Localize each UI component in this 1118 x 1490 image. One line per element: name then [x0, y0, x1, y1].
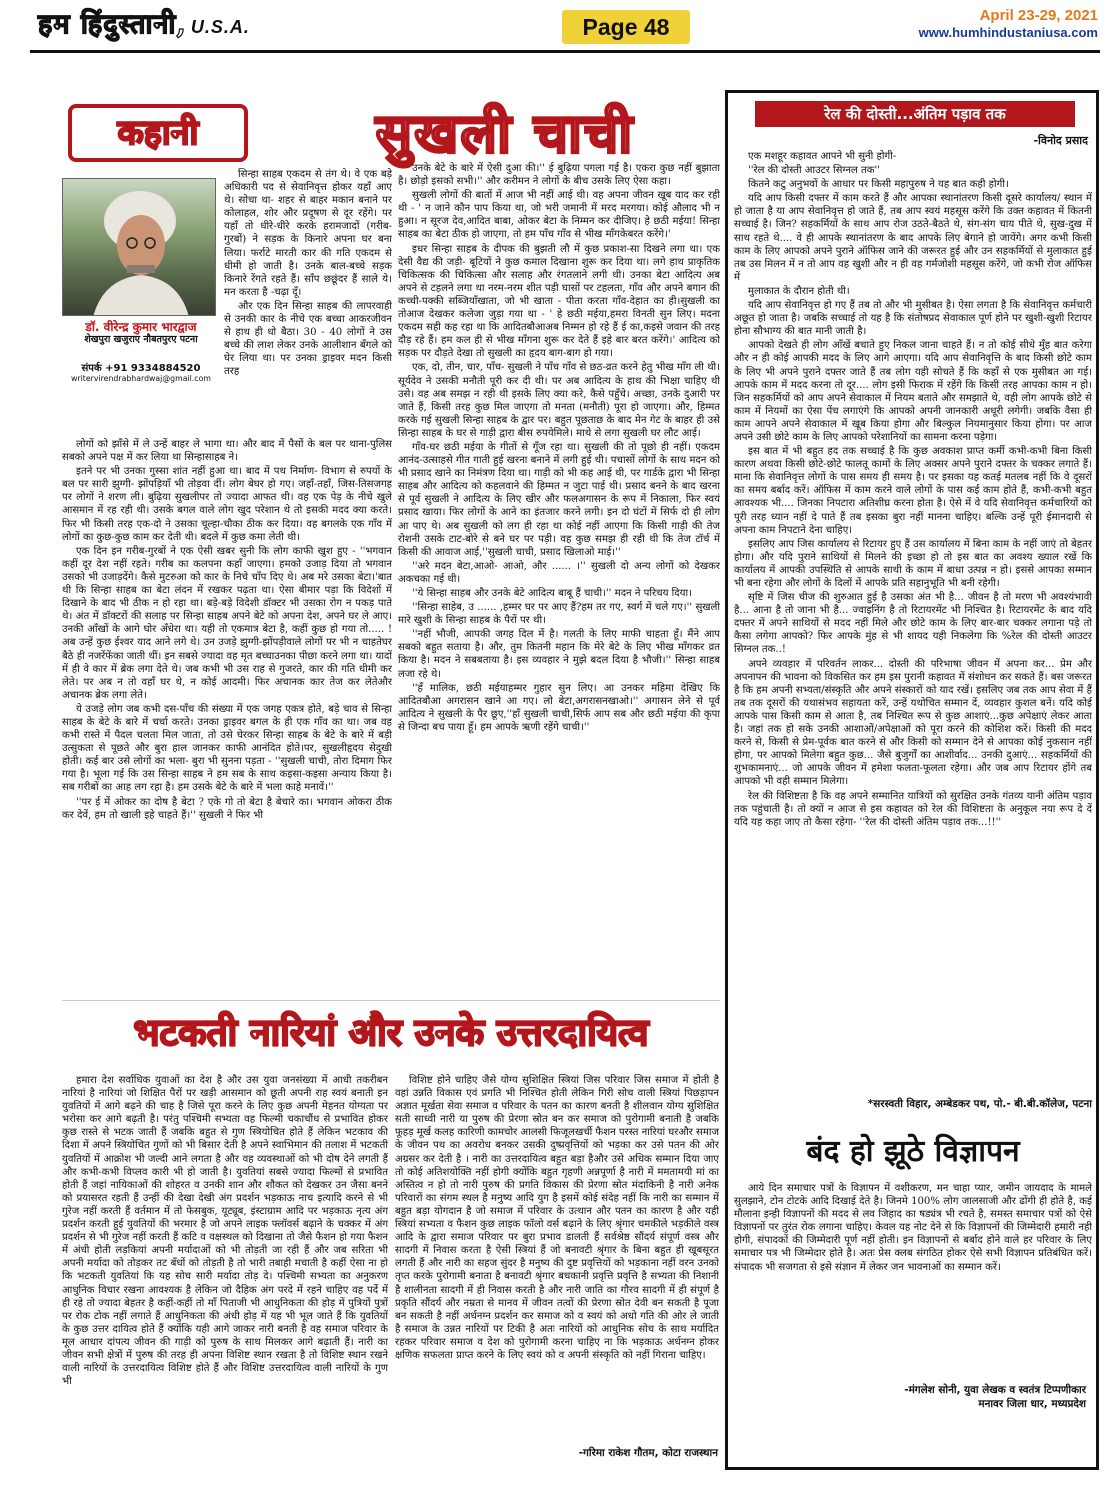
paragraph: सुखली लोगों की बातों में आज भी नहीं आई थी। वह अपना जीवन खूब याद कर रही थी - ' न जाने कौन पाप किया था, जो भरी जमानी में मरद मरगया। कोई औलाद भी न हुआ। न सूरज देव,आदित बाबा, ओकर बेटा के निम्मन कर दीजिए। हे छठी मईया! सिन्हा साहब का बेटा ठीक हो जाएगा, तो हम पाँच गाँव से भीख माँगकेबरत करेंगे।'	[398, 190, 720, 241]
paragraph: ''ये सिन्हा साहब और उनके बेटे आदित्य बाबू हैं चाची।'' मदन ने परिचय दिया।	[412, 588, 692, 599]
paragraph: विशिष्ट होने चाहिए जैसे योग्य सुशिक्षित स्त्रियां जिस परिवार जिस समाज में होती है वहां उन्नति विकास एवं प्रगति भी निश्चित होती लेकिन गिरी सोच वाली स्त्रियां पिछड़ापन अज्ञात मूर्खता सेवा समाज व परिवार के पतन का कारण बनती है शीलवान योग्य सुशिक्षित सती साध्वी नारी या पुरुष की प्रेरणा स्रोत बन कर समाज को पुरोगामी बनाती है जबकि फूहड़ मूर्ख कलह कारिणी कामचोर आलसी फिजूलखर्ची फैशन परस्त नारियां घरऔर समाज के जीवन पथ का अवरोध बनकर उसकी दुष्प्रवृत्तियों को भड़का कर उसे पतन की ओर अग्रसर कर देती है । नारी का उत्तरदायित्व बहुत बड़ा हैऔर उसे अधिक सम्मान दिया जाए तो कोई अतिशयोक्ति नहीं होगी क्योंकि बहुत गृहणी अन्नपूर्णा है नारी में ममतामयी मां का अस्तित्व न हो तो नारी पुरुष की प्रगति विकास की प्रेरणा स्रोत मंदाकिनी है नारी अनेक परिवारों का संगम स्थल है मनुष्य आदि युग है इसमें कोई संदेह नहीं कि नारी का सम्मान में बहुत बड़ा योगदान है जो समाज में परिवार के उत्थान और पतन का कारण है और यही स्त्रियां सभ्यता व फैशन कुछ लाइक फॉलो वर्स बढ़ाने के लिए श्रृंगार चमकीले भड़कीले वस्त्र आदि के द्वारा समाज परिवार पर बुरा प्रभाव डालती हैं सर्वश्रेष्ठ सौंदर्य संपूर्ण वस्त्र और सादगी में निवास करता है ऐसी स्त्रियां हैं जो बनावटी श्रृंगार के बिना बहुत ही खूबसूरत लगती हैं और नारी का सहज सुंदर है मनुष्य की दुष्ट प्रवृत्तियों को भड़काना नहीं वरन उनको तृप्त करके पुरोगामी बनाता है बनावटी श्रृंगार बचकानी प्रवृत्ति प्रवृत्ति है सभ्यता की निशानी है शालीनता सादगी में ही निवास करती है और नारी जाति का गौरव सादगी में ही संपूर्ण है प्रकृति सौंदर्य और नम्रता से मानव में जीवन तत्वों की प्रेरणा स्रोत देवी बन सकती है पूजा बन सकती है नहीं अर्धनग्न प्रदर्शन कर समाज को व स्वयं को अधो गति की ओर ले जाती है समाज के उन्नत नारियों पर टिकी है अतः नारियों को आधुनिक सोच के साथ मर्यादित रहकर परिवार समाज व देश को पुरोगामी करना चाहिए ना कि भड़काऊ अर्धनग्न होकर क्षणिक सफलता प्राप्त करने के लिए स्वयं को व अपनी संस्कृति को नहीं गिराना चाहिए।	[395, 1075, 719, 1361]
paragraph: सिन्हा साहब एकदम से तंग थे। वे एक बड़े अधिकारी पद से सेवानिवृत्त होकर यहाँ आए थे। सोचा था- शहर से बाहर मकान बनाने पर कोलाहल, शोर और प्रदूषण से दूर रहेंगे। पर यहाँ तो धीरे-धीरे करके हरामजादों (गरीब-गुरबों) ने सड़क के किनारे अपना घर बना लिया। फर्राटे मारती कार की गति एकदम से धीमी हो जाती है। उनके बाल-बच्चे सड़क किनारे रेंगते रहते हैं। साँप छछूंदर हैं साले ये। मन करता है -चढ़ा दूँ।	[224, 169, 392, 298]
paragraph: एक दिन इन गरीब-गुरबों ने एक ऐसी खबर सुनी कि लोग काफी खुश हुए - ''भगवान कहीं दूर देश नहीं रहते। गरीब का कलपना कहाँ जाएगा। हमको उजाड़ दिया तो भगवान उसको भी उजाड़देंगे। कैसे मुटरुआ को कार के निचे चाँप दिए थे। अब मरे उसका बेटा।'बात थी कि सिन्हा साहब का बेटा लंदन में रखकर पढ़ता था। ऐसा बीमार पड़ा कि विदेशों में दिखाने के बाद भी ठीक न हो रहा था। बड़े-बड़े विदेशी डॉक्टर भी उसका रोग न पकड़ पाते थे। अंत में डॉक्टरों की सलाह पर सिन्हा साहब अपने बेटे को अपना देश, अपने घर ले आए। उनकी आँखों के आगे घोर अँधेरा था। यही तो एकमात्र बेटा है, कहीं कुछ हो गया तो..... ! अब उन्हें कुछ ईश्वर याद आने लगे थे। उन उजड़े झुग्गी-झोंपड़ीवाले लोगों पर भी न चाहतेघर बैठे ही नजरेंफेंका जाती थीं। इन सबसे ज्यादा वह मृत बच्चाउनका पीछा करने लगा था। यादों में ही वे कार में ब्रेक लगा देते थे। जब कभी भी उस राह से गुजरते, कार की गति धीमी कर लेते। पर अब न तो वहाँ घर थे, न कोई आदमी। फिर अचानक कार तेज कर लेतेऔर अचानक ब्रेक लगा लेते।	[62, 545, 392, 701]
paragraph: इतने पर भी उनका गुस्सा शांत नहीं हुआ था। बाद में पथ निर्माण- विभाग से रुपयों के बल पर सारी झुग्गी- झोंपड़ियाँ भी तोड़वा दीं। लोग बेघर हो गए। जहाँ-तहाँ, जिस-तिसजगह पर लोगों ने शरण ली। बुढ़िया सुखलीपर तो ज्यादा आफत थी। वह एक पेड़ के नीचे खुले आसमान में रह रही थी। उसके बगल वाले लोग खुद परेशान थे तो इसकी मदद क्या करते। फिर भी किसी तरह एक-दो ने उसका चूल्हा-चौका ठीक कर दिया। वह बगलके एक गाँव में लोगों का कुछ-कुछ काम कर देती थी। बदले में कुछ कमा लेती थी।	[62, 466, 392, 543]
paragraph: इधर सिन्हा साहब के दीपक की बुझती लौ में कुछ प्रकाश-सा दिखने लगा था। एक देसी वैद्य की जड़ी- बूटियों ने कुछ कमाल दिखाना शुरू कर दिया था। लगे हाथ प्राकृतिक चिकित्सक की चिकित्सा और सलाह और रंगतलाने लगी थी। उनका बेटा आदित्य अब अपने से टहलने लगा था नरम-नरम शीत पड़ी घासों पर टहलता, गाँव और अपने बगान की कच्ची-पक्की सब्जियाँखाता, जो भी खाता - पीता करता गाँव-देहात का ही।सुखली का तोआज देखकर कलेजा जुड़ा गया था - ' हे छठी मईया,हमरा विनती सुन लिए। मदना एकदम सही कह रहा था कि आदितबौआअब निम्मन हो रहे हैं ई का,कइसे जवान की तरह दौड़ रहे हैं। हम कल ही से भीख माँगना शुरू कर देते हैं इहे बार बरत करेंगे।' आदित्य को सड़क पर दौड़ते देखा तो सुखली का हृदय बाग-बाग हो गया।	[398, 243, 720, 360]
paragraph: आपको देखते ही लोग आँखें बचाते हुए निकल जाना चाहते हैं। न तो कोई सीधे मुँह बात करेगा और न ही कोई आपकी मदद के लिए आगे आएगा। यदि आप सेवानिवृत्ति के बाद किसी छोटे काम के लिए भी अपने पुराने दफ्तर जाते हैं तब लोग यही सोचते हैं कि कहाँ से एक मुसीबत आ गई। आपके काम में मदद करना तो दूर.... लोग इसी फिराक में रहेंगे कि किसी तरह आपका काम न हो। जिन सहकर्मियों को आप अपने सेवाकाल में नियम बताते और समझाते थे, वही लोग आपके छोटे से काम में नियमों का ऐसा पेंच लगाएंगे कि आपको अपनी जानकारी अधूरी लगेगी। जबकि वैसा ही काम आपने अपने सेवाकाल में खूब किया होगा और बिल्कुल नियमानुसार किया होगा। पर आज अपने उसी छोटे काम के लिए आपको परेशानियों का सामना करना पड़ेगा।	[734, 340, 1092, 443]
paragraph: एक, दो, तीन, चार, पाँच- सुखली ने पाँच गाँव से छठ-व्रत करने हेतु भीख माँग ली थी। सूर्यदेव ने उसकी मनौती पूरी कर दी थी। पर अब आदित्य के हाथ की भिक्षा चाहिए थी उसे। वह अब समझ न रही थी इसके लिए क्या करे, कैसे पहुँचे। अच्छा, उनके दुआरी पर जाते हैं, किसी तरह कुछ मिल जाएगा तो मनता (मनौती) पूरा हो जाएगा। और, हिम्मत करके गई सुखली सिन्हा साहब के द्वार पर। बहुत पूछताछ के बाद मेन गेट के बाहर ही उसे सिन्हा साहब के घर से गाड़ी द्वारा बीस रुपयेमिले। माथे से लगा सुखली घर लौट आई।	[398, 362, 720, 439]
side-article-author: -विनोद प्रसाद	[1033, 134, 1088, 147]
paragraph: ''नहीं भौजी, आपकी जगह दिल में है। गलती के लिए माफी चाहता हूँ। मैंने आप सबको बहुत सताया है। और, तुम कितनी महान कि मेरे बेटे के लिए भीख माँगकर व्रत किया है। मदन ने सबबताया है। इस व्यवहार ने मुझे बदल दिया है भौजी।'' सिन्हा साहब लजा रहे थे।	[398, 629, 720, 680]
side-article-title: रेल की दोस्ती...अंतिम पड़ाव तक	[755, 101, 1075, 127]
page-number-badge: Page 48	[562, 10, 690, 44]
article-text	[395, 1074, 719, 1362]
paragraph: मुलाकात के दौरान होती थी।	[748, 285, 850, 297]
ad-article-signature	[734, 1384, 1086, 1411]
paragraph: कितने कटु अनुभवों के आधार पर किसी महापुरुष ने यह बात कही होगी।	[748, 179, 1009, 191]
article-text	[62, 1074, 388, 1388]
article-signature: -गरिमा राकेश गौतम, कोटा राजस्थान	[578, 1447, 718, 1459]
paragraph: इसलिए आप जिस कार्यालय से रिटायर हुए हैं उस कार्यालय में बिना काम के नहीं जाएं तो बेहतर होगा। और यदि पुराने साथियों से मिलने की इच्छा हो तो इस बात का अवश्य ख्याल रखें कि कार्यालय में आपकी उपस्थिति से आपके साथी के काम में बाधा उत्पन्न न हो। इससे आपका सम्मान भी बना रहेगा और लोगों के दिलों में आपके प्रति सहानुभूति भी बनी रहेगी।	[734, 538, 1092, 589]
story-column-wrap	[224, 168, 392, 436]
masthead-sub: U.S.A.	[190, 17, 250, 37]
masthead-title	[38, 4, 338, 44]
paragraph: एक मशहूर कहावत आपने भी सुनी होगी-	[748, 151, 897, 162]
ad-text	[734, 1182, 1092, 1274]
story-title: सुखली चाची	[375, 101, 635, 165]
paragraph: -मंगलेश सोनी, युवा लेखक व स्वतंत्र टिप्पणीकार	[904, 1384, 1086, 1396]
author-photo	[62, 178, 216, 316]
story-text	[224, 168, 392, 379]
paragraph: ये उजड़े लोग जब कभी दस-पाँच की संख्या में एक जगह एकत्र होते, बड़े चाव से सिन्हा साहब के बेटे के बारे में चर्चा करते। उनका ड्राइवर बगल के ही एक गाँव का था। जब वह कभी रास्ते में पैदल चलता मिल जाता, तो उसे घेरकर सिन्हा साहब के बेटे के बारे में बड़ी उत्सुकता से पूछते और बुरा हाल जानकर काफी आनंदित होते।पर, सुखलीहृदय सेदुखी होती। कई बार उसे लोगों का भला- बुरा भी सुनना पड़ता - ''सुखली चाची, तोरा दिमाग फिर गया है। भूला गई कि उस सिन्हा साहब ने हम सब के साथ कइसा-कइसा अन्याय किया है। सब गरीबों का आह लग रहा है। हम उसके बेटे के बारे में भला काहे मनावें।''	[62, 703, 392, 794]
side-article-signature: *सरस्वती विहार, अम्बेडकर पथ, पो.- बी.बी.कॉलेज, पटना	[867, 1098, 1092, 1110]
paragraph: हमारा देश सर्वाधिक युवाओं का देश है और उस युवा जनसंख्या में आधी तकरीबन नारियां है नारियां जो शिक्षित पैरों पर खड़ी आसमान को छूती अपनी राह स्वयं बनाती इन युवतियों में आगे बढ़ने की चाह है जिसे पूरा करने के लिए कुछ अपनी मेहनत योग्यता पर भरोसा कर आगे बढ़ती है। परंतु पश्चिमी सभ्यता वह फिल्मी चकाचौंध से प्रभावित होकर कुछ रास्ते से भटक जाती हैं जबकि बहुत से गुण स्त्रियोचित होते हैं लेकिन भटकाव की दिशा में अपने स्त्रियोचित गुणों को भी बिसार देती है अपने स्वाभिमान की तलाश में भटकती युवतियों में आक्रोश भी जल्दी आने लगता है और वह व्यवस्थाओं को भी दोष देने लगती हैं और कभी-कभी विप्लव कारी भी हो जाती है। युवतियां सबसे ज्यादा फिल्मों से प्रभावित होती हैं जहां नायिकाओं की शोहरत व उनकी शान और शौकत को देखकर उन जैसा बनने को प्रयासरत रहती हैं उन्हीं की देखा देखी अंग प्रदर्शन भड़काऊ नाच इत्यादि करने से भी गुरेज नहीं करती हैं वर्तमान में तो फेसबुक, यूट्यूब, इंस्टाग्राम आदि पर भड़काऊ नृत्य अंग प्रदर्शन करती हुई युवतियों की भरमार है जो अपने लाइक फ्लॉवर्स बढ़ाने के चक्कर में अंग प्रदर्शन से भी गुरेज नहीं करती हैं कटि व वक्षस्थल को दिखाना तो जैसे फैशन हो गया फैशन में अंधी होती लड़कियां अपनी मर्यादाओं को भी तोड़ती जा रही हैं और जब सरिता भी अपनी मर्यादा को तोड़कर तट बँधों को तोड़ती है तो भारी तबाही मचाती है कहीं ऐसा ना हो कि भटकती युवतियां कि यह सोच सारी मर्यादा तोड़ दे। पश्चिमी सभ्यता का अनुकरण आधुनिक विचार रखना आवश्यक है लेकिन जो दैहिक अंग परदे में रहने चाहिए वह पर्दे में ही रहे तो ज्यादा बेहतर है कहीं-कहीं तो माँ पिताजी भी आधुनिकता की होड़ में पुत्रियों पुत्रों पर रोक टोक नहीं लगाते हैं आधुनिकता की अंधी होड़ में यह भी भूल जाते हैं कि युवतियों के कुछ उत्तर दायित्व होते हैं क्योंकि यही आगे जाकर नारी बनती है वह समाज परिवार के मूल आधार दांपत्य जीवन की गाड़ी को पुरुष के साथ मिलकर आगे बढ़ाती हैं। नारी का जीवन सभी क्षेत्रों में पुरुष की तरह ही अपना विशिष्ट स्थान रखता है तो विशिष्ट स्थान रखने वाली नारियों के उत्तरदायित्व विशिष्ट होते हैं और विशिष्ट उत्तरदायित्व वाली नारियों के गुण भी	[62, 1075, 388, 1388]
author-name: डॉ. वीरेन्द्र कुमार भारद्वाज	[85, 320, 197, 334]
paragraph: इस बात में भी बहुत हद तक सच्चाई है कि कुछ अवकाश प्राप्त कर्मी कभी-कभी बिना किसी कारण अथवा किसी छोटे-छोटे फालतू कामों के लिए अक्सर अपने पुराने दफ्तर के चक्कर लगाते हैं। माना कि सेवानिवृत्त लोगों के पास समय ही समय है। पर इसका यह कतई मतलब नहीं कि वे दूसरों का समय बर्बाद करें। ऑफिस में काम करने वाले लोगों के पास कई काम होते हैं, कभी-कभी बहुत आवश्यक भी.... जिनका निपटारा अतिशीघ्र करना होता है। ऐसे में वे यदि सेवानिवृत्त कर्मचारियों को पूरी तरह ध्यान नहीं दे पाते हैं तब इसका बुरा नहीं मानना चाहिए। बल्कि उन्हें पूरी ईमानदारी से अपना काम निपटाने देना चाहिए।	[734, 446, 1092, 536]
author-location: शेखपुरा खजुराए नौबतपुरए पटना	[84, 334, 198, 345]
paragraph: यदि आप किसी दफ्तर में काम करते हैं और आपका स्थानांतरण किसी दूसरे कार्यालय/ स्थान में हो जाता है या आप सेवानिवृत्त हो जाते हैं, तब आप स्वयं महसूस करेंगे कि उक्त कहावत में कितनी सच्चाई है। जिन? सहकर्मियों के साथ आप रोज उठते-बैठते थे, संग-संग चाय पीते थे, सुख-दुख में साथ रहते थे.... वे ही आपके स्थानांतरण के बाद आपके लिए बेगाने हो जायेंगे। अगर कभी किसी काम के लिए आपको अपने पुराने ऑफिस जाने की जरूरत हुई और उन सहकर्मियों से मुलाकात हुई तब उस मिलन में न तो आप वह खुशी और न ही वह गर्मजोशी महसूस करेंगे, जो कभी रोज ऑफिस में	[734, 193, 1092, 283]
story-column-1	[62, 438, 392, 986]
ad-article-body	[734, 1182, 1092, 1382]
ad-article-title: बंद हो झूठे विज्ञापन	[806, 1134, 1020, 1169]
paragraph: रेल की विशिष्टता है कि वह अपने सम्मानित यात्रियों को सुरक्षित उनके गंतव्य यानी अंतिम पड़ाव तक पहुंचाती है। तो क्यों न आज से इस कहावत को रेल की विशिष्टता के अनुकूल नया रूप दे दें यदि यह कहा जाए तो कैसा रहेगा- ''रेल की दोस्ती अंतिम पड़ाव तक...!!''	[734, 790, 1092, 828]
article-column-1	[62, 1074, 388, 1470]
paragraph: सृष्टि में जिस चीज की शुरुआत हुई है उसका अंत भी है... जीवन है तो मरण भी अवश्यंभावी है... आना है तो जाना भी है... ज्वाइनिंग है तो रिटायरमेंट भी निश्चित है। रिटायरमेंट के बाद यदि दफ्तर में अपने साथियों से मदद नहीं मिले और छोटे काम के लिए बार-बार चक्कर लगाना पड़े तो कैसा लगेगा आपको? फिर आपके मुंह से भी शायद यही निकलेगा कि %रेल की दोस्ती आउटर सिग्नल तक..!	[734, 592, 1092, 656]
masthead-name: हम हिंदुस्तानी,	[38, 9, 187, 40]
author-email[interactable]: writervirendrabhardwaj@gmail.com	[71, 374, 211, 383]
paragraph: यदि आप सेवानिवृत्त हो गए हैं तब तो और भी मुसीबत है। ऐसा लगता है कि सेवानिवृत्त कर्मचारी अछूत हो जाता है। जबकि सच्चाई तो यह है कि संतोषप्रद सेवाकाल पूर्ण होने पर खुशी-खुशी रिटायर होना सौभाग्य की बात मानी जाती है।	[734, 300, 1092, 338]
article-column-2	[395, 1074, 719, 1442]
article-title: भटकती नारियां और उनके उत्तरदायित्व	[62, 1000, 720, 1062]
ad-signature-text	[734, 1384, 1086, 1411]
paragraph: ''पर ई में ओकर का दोष है बेटा ? एके गो तो बेटा है बेचारे का। भगवान ओकरा ठीक कर देवें, हम तो खाली इहे चाहते हैं।'' सुखली ने फिर भी	[62, 796, 392, 821]
paragraph: ''सिन्हा साहेब, उ ...... ,हम्मर घर पर आए हैं?हम तर गए, स्वर्ग में चले गए।'' सुखली मारे खुशी के सिन्हा साहब के पैरों पर थी।	[398, 602, 720, 627]
header-divider	[30, 50, 1100, 53]
story-section-label: कहानी	[68, 104, 248, 162]
paragraph: उनके बेटे के बारे में ऐसी दुआ की।'' ई बुढ़िया पगला गई है। एकरा कुछ नहीं बुझाता है। छोड़ो इसको सभी।'' और करीमन ने लोगों के बीच उसके लिए ऐसा कहा।	[398, 163, 720, 188]
paragraph: ''अरे मदन बेटा,आओ- आओ, और ...... ।'' सुखली दो अन्य लोगों को देखकर अकचका गई थी।	[398, 560, 720, 585]
story-column-2	[398, 162, 720, 986]
side-article-body	[734, 150, 1092, 1096]
paragraph: और एक दिन सिन्हा साहब की लापरवाही से उनकी कार के नीचे एक बच्चा आकरजीवन से हाथ ही धो बैठा। 30 - 40 लोगों ने उस बच्चे की लाश लेकर उनके आलीशान बँगले को घेर लिया था। पर उनका ड्राइवर मदन किसी तरह	[224, 300, 392, 378]
paragraph: गाँव-घर छठी मईया के गीतों से गूँज रहा था। सुखली की तो पूछो ही नहीं। एकदम आनंद-उत्साहसे गीत गाती हुई खरना बनाने में लगी हुई थी। पचासों लोगों के साथ मदन को भी प्रसाद खाने का निमंत्रण दिया था। गाड़ी को भी कह आई थी, पर गार्डके द्वारा भी सिन्हा साहब और आदित्य को कहलवाने की हिम्मत न जुटा पाई थी। प्रसाद बनने के बाद खरना से पूर्व सुखली ने आदित्य के लिए खीर और फलअगासन के रूप में निकाला, फिर स्वयं प्रसाद खाया। फिर लोगों के आने का इंतजार करने लगी। इन दो घंटों में सिर्फ दो ही लोग आ पाए थे। अब सुखली को लग ही रहा था कोई नहीं आएगा कि किसी गाड़ी की तेज रोशनी उसके टाट-बोरे से बने घर पर पड़ी। वह कुछ समझ ही रही थी कि तेज टॉर्च में किसी की आवाज आई,''सुखली चाची, प्रसाद खिलाओ माई।''	[398, 441, 720, 558]
side-text	[734, 150, 1092, 829]
paragraph: लोगों को झाँसे में ले उन्हें बाहर ले भागा था। और बाद में पैसों के बल पर थाना-पुलिस सबको अपने पक्ष में कर लिया था सिन्हासाहब ने।	[62, 439, 392, 464]
story-text	[62, 438, 392, 822]
author-contact: संपर्क +91 9334884520	[81, 363, 201, 374]
paragraph: ''रेल की दोस्ती आउटर सिग्नल तक''	[748, 165, 881, 177]
issue-date: April 23-29, 2021	[979, 7, 1098, 24]
story-text	[398, 162, 720, 734]
website-link[interactable]: www.humhindustaniusa.com	[918, 25, 1098, 40]
paragraph: आये दिन समाचार पत्रों के विज्ञापन में वशीकरण, मन चाहा प्यार, जमीन जायदाद के मामले सुलझाने, टोन टोटके आदि दिखाई देते है। जिनमे 100% लोग जालसाजी और ढोंगी ही होते है, कई मौलाना इन्ही विज्ञापनों की मदद से लव जिहाद का षड्यंत्र भी रचते है, समस्त समाचार पत्रों को ऐसे विज्ञापनों पर तुरंत रोक लगाना चाहिए। केवल यह नोट देने से कि विज्ञापनों की जिम्मेदारी हमारी नही होगी, संपादकों की जिम्मेदारी पूर्ण नहीं होती। इन विज्ञापनों से बर्बाद होने वाले हर परिवार के लिए समाचार पत्र भी जिम्मेदार होते है। अतः प्रेस क्लब संगठित होकर ऐसे सभी विज्ञापन प्रतिबंधित करें। संपादक भी सजगता से इसे संज्ञान में लेकर जन भावनाओं का सम्मान करें।	[734, 1183, 1092, 1273]
paragraph: मनावर जिला धार, मध्यप्रदेश	[978, 1397, 1086, 1410]
paragraph: अपने व्यवहार में परिवर्तन लाकर... दोस्ती की परिभाषा जीवन में अपना कर... प्रेम और अपनापन की भावना को विकसित कर हम इस पुरानी कहावत में संशोधन कर सकते हैं। बस जरूरत है कि हम अपनी सभ्यता/संस्कृति और अपने संस्कारों को याद रखें। इसलिए जब तक आप सेवा में हैं तब तक दूसरों की यथासंभव सहायता करें, उन्हें यथोचित सम्मान दें, व्यवहार कुशल बनें। यदि कोई आपके पास किसी काम से आता है, तब निश्चित रूप से कुछ आशाएं...कुछ अपेक्षाएं लेकर आता है। जहां तक हो सके उनकी आशाओं/अपेक्षाओं को पूरा करने की कोशिश करें। किसी की मदद करने से, किसी से प्रेम-पूर्वक बात करने से और किसी को सम्मान देने से आपका कोई नुकसान नहीं होगा, पर आपको मिलेगा बहुत कुछ... जैसे बुजुर्गों का आशीर्वाद... उनकी दुआएं... सहकर्मियों की शुभकामनाएं... जो आपके जीवन में हमेशा फलता-फूलता रहेगा। और जब आप रिटायर होंगे तब आपको भी वही सम्मान मिलेगा।	[734, 658, 1092, 788]
paragraph: ''हँ मालिक, छठी मईयाहम्मर गुहार सुन लिए। आ उनकर महिमा देखिए कि आदितबौआ अगरासन खाने आ गए। लो बेटा,अगरासनखाओ।'' अगासन लेने से पूर्व आदित्य ने सुखली के पैर छूए,''हाँ सुखली चाची,सिर्फ आप सब और छठी मईया की कृपा से जिन्दा बच पाया हूँ। हम आपके ऋणी रहेंगे चाची।''	[398, 682, 720, 733]
